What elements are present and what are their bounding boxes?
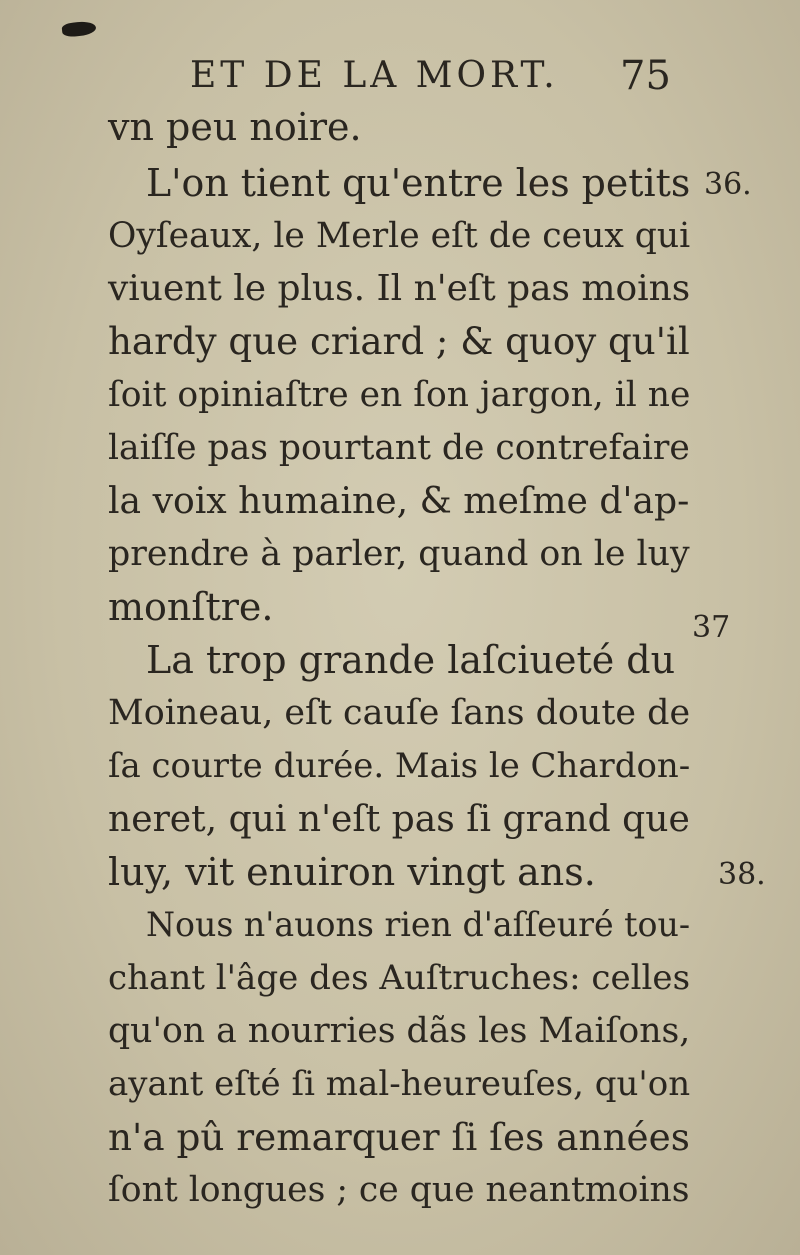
margin-note-number: 37 [692,610,731,645]
text-line: qu'on a nourries dãs les Maiſons, [108,1011,691,1051]
text-line: viuent le plus. Il n'eſt pas moins [108,268,691,309]
ink-blot [61,20,96,37]
text-line: laiſſe pas pourtant de contrefaire [108,428,690,468]
text-line: hardy que criard ; & quoy qu'il [108,320,690,363]
text-line: n'a pû remarquer ſi ſes années [108,1115,690,1159]
text-line: Nous n'auons rien d'aſſeuré tou- [146,905,691,944]
text-line: ſont longues ; ce que neantmoins [108,1170,690,1210]
text-line: ayant eſté ſi mal-heureuſes, qu'on [108,1064,691,1104]
running-header [190,55,690,99]
text-line: L'on tient qu'entre les petits [146,161,691,205]
text-line: ſoit opiniaſtre en ſon jargon, il ne [108,375,691,415]
running-title: ET DE LA MORT. [190,55,559,96]
text-line: luy, vit enuiron vingt ans. [108,850,596,894]
text-line: ſa courte durée. Mais le Chardon- [108,746,691,785]
text-line: Oyſeaux, le Merle eſt de ceux qui [108,216,691,256]
text-line: prendre à parler, quand on le luy [108,534,690,574]
text-line: vn peu noire. [108,105,362,149]
page-number: 75 [620,53,671,99]
text-line: chant l'âge des Auſtruches: celles [108,958,691,998]
text-line: Moineau, eſt cauſe ſans doute de [108,693,691,733]
text-line: neret, qui n'eſt pas ſi grand que [108,798,690,840]
text-line: La trop grande laſciueté du [146,638,676,682]
text-line: monſtre. [108,585,274,629]
text-line: la voix humaine, & meſme d'ap- [108,479,690,522]
margin-note-number: 36. [704,167,752,202]
margin-note-number: 38. [718,857,766,892]
